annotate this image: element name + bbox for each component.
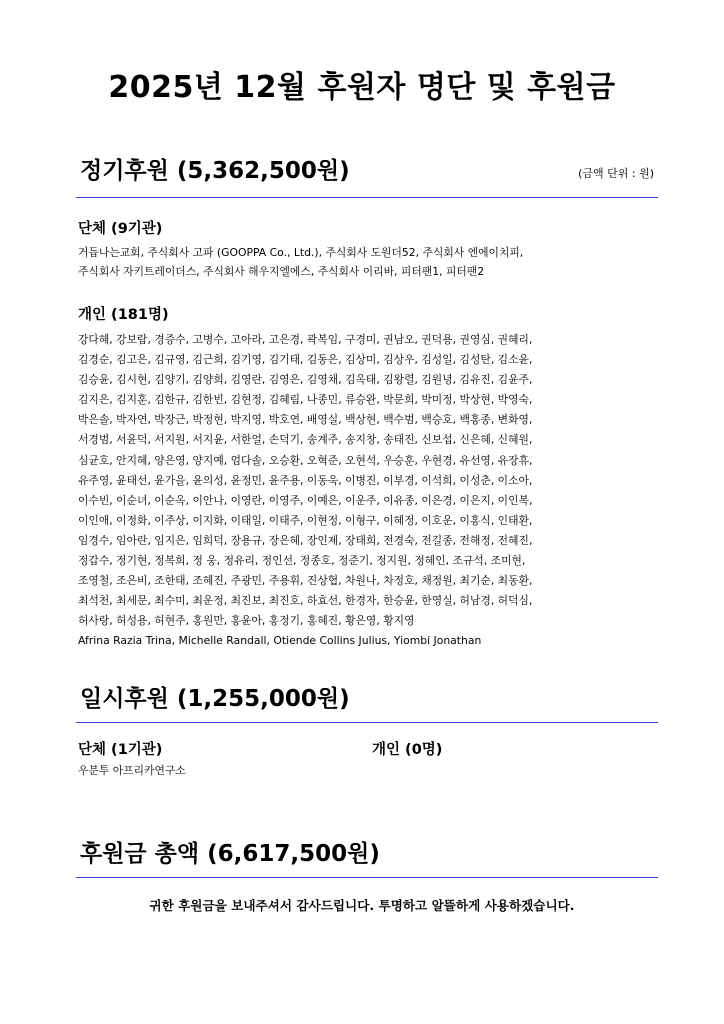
names-line: 정갑수, 정기현, 정복희, 정 웅, 정유리, 정인선, 정종호, 정준기, 정지원, 정혜인, 조규석, 조미현, [78,554,526,568]
regular-individuals-list [78,330,678,652]
unit-note: (금액 단위 : 원) [578,167,654,180]
regular-groups-line: 주식회사 자키트레이더스, 주식회사 해우지엘에스, 주식회사 이리바, 피터팬1, 피터팬2 [78,264,485,278]
names-line: 임경수, 임아란, 임지은, 임희덕, 장용규, 장은혜, 장인제, 장태희, 전경숙, 전길종, 전해정, 전혜진, [78,533,533,547]
names-line: 김지은, 김지훈, 김한규, 김한빈, 김현정, 김혜림, 나종민, 류승완, 박문희, 박미정, 박상현, 박영숙, [78,393,533,407]
names-line: 최석천, 최세문, 최수미, 최운정, 최진보, 최진호, 하효선, 한경자, 한승윤, 한영실, 허남경, 허덕심, [78,594,533,608]
regular-groups-line: 거듭나는교회, 주식회사 고파 (GOOPPA Co., Ltd.), 주식회사 도원더52, 주식회사 엔에이치피, [78,246,524,259]
one-time-groups-list: 우분투 아프리카연구소 [78,764,186,777]
names-line: 조영철, 조은비, 조한태, 조혜진, 주광민, 주용휘, 진상협, 차원나, 차정호, 채정원, 최기순, 최동환, [78,574,533,588]
regular-individuals-heading: 개인 (181명) [78,307,169,323]
names-line: Afrina Razia Trina, Michelle Randall, Otiende Collins Julius, Yiombi Jonathan [78,634,482,648]
one-time-individuals-heading: 개인 (0명) [372,742,443,758]
regular-donation-heading: 정기후원 (5,362,500원) [80,158,350,184]
regular-groups-heading: 단체 (9기관) [78,221,163,237]
regular-groups-list [78,244,523,282]
page-title: 2025년 12월 후원자 명단 및 후원금 [108,70,616,105]
one-time-donation-heading: 일시후원 (1,255,000원) [80,686,350,712]
names-line: 이수빈, 이순녀, 이순옥, 이안나, 이영란, 이영주, 이예은, 이운주, 이유종, 이은경, 이은지, 이인복, [78,493,533,507]
names-line: 허사랑, 허성용, 허현주, 홍원만, 홍윤아, 홍정기, 홍혜진, 황은영, 황지영 [78,614,415,628]
section-divider [76,722,658,723]
names-line: 김승윤, 김시현, 김양기, 김양희, 김영란, 김영은, 김영채, 김옥태, 김왕렬, 김원녕, 김유진, 김윤주, [78,373,533,387]
names-line: 박은솔, 박자연, 박장근, 박정현, 박지영, 박호연, 배영실, 백상현, 백수범, 백승호, 백홍종, 변화영, [78,413,533,427]
names-line: 서경범, 서윤덕, 서지원, 서지윤, 서한얼, 손덕기, 송계주, 송지창, 송태진, 신보섭, 신은혜, 신혜원, [78,433,533,447]
names-line: 유주영, 윤태선, 윤가을, 윤의성, 윤정민, 윤주용, 이동욱, 이병진, 이부경, 이석희, 이성춘, 이소아, [78,473,533,487]
names-line: 강다혜, 강보람, 경증수, 고병수, 고아라, 고은경, 곽복임, 구경미, 권남오, 권덕용, 권영심, 권혜리, [78,333,533,346]
names-line: 이인애, 이정화, 이주상, 이지화, 이태일, 이태주, 이현정, 이형구, 이혜정, 이호운, 이홍식, 인태환, [78,513,533,527]
names-line: 심균호, 안지혜, 양은영, 양지예, 엄다솔, 오승환, 오혁준, 오현석, 우승훈, 우현경, 유선영, 유장휴, [78,453,533,467]
names-line: 김경순, 김고은, 김규영, 김근희, 김기영, 김기태, 김동은, 김상미, 김상우, 김성일, 김성탄, 김소윤, [78,353,533,367]
section-divider [76,877,658,878]
one-time-groups-heading: 단체 (1기관) [78,742,163,758]
thank-you-message: 귀한 후원금을 보내주셔서 감사드립니다. 투명하고 알뜰하게 사용하겠습니다. [149,898,575,913]
section-divider [76,197,658,198]
total-donation-heading: 후원금 총액 (6,617,500원) [80,841,380,867]
